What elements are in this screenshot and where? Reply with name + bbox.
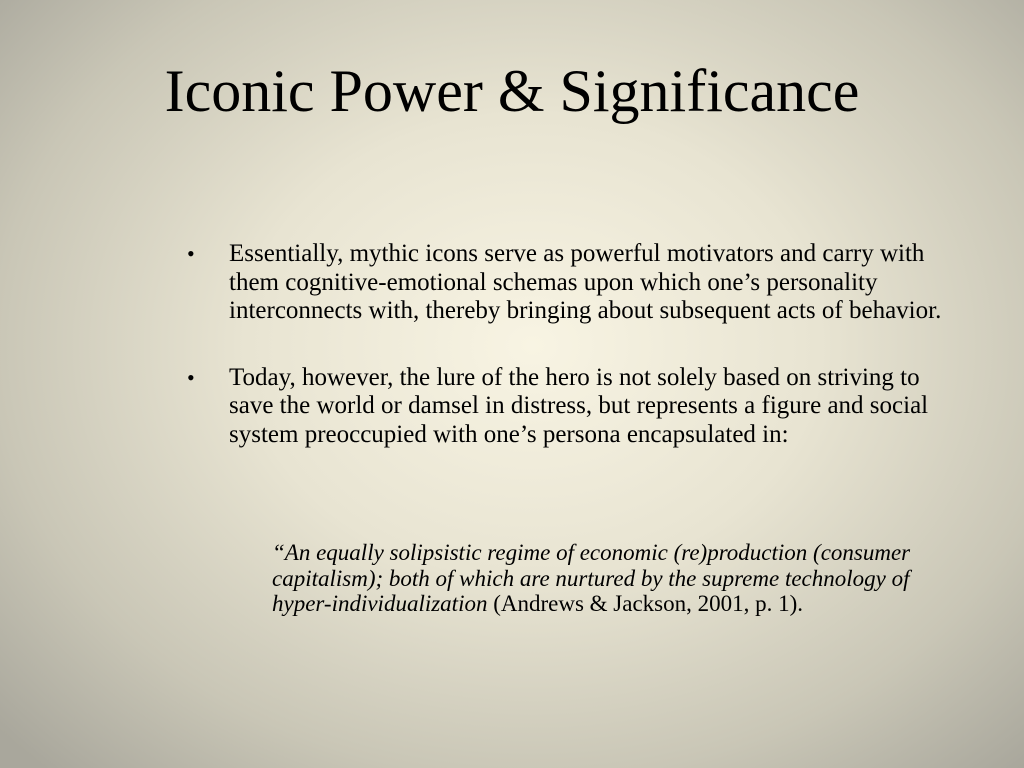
quote-citation: (Andrews & Jackson, 2001, p. 1). (487, 591, 804, 616)
bullet-list (185, 240, 945, 487)
bullet-marker: • (187, 364, 195, 390)
bullet-marker: • (187, 241, 195, 266)
bullet-text: Today, however, the lure of the hero is not solely based on striving to save the world or damsel in distress, but represents a figure and social system preoccupied with one’s persona encapsulated in: (229, 363, 929, 448)
bullet-text: Essentially, mythic icons serve as powerful motivators and carry with them cognitive-emotional schemas upon which one’s personality interconnects with, thereby bringing about subsequent acts of behavior. (229, 240, 942, 324)
quote-text: “An equally solipsistic regime of economic (re)production (consumer capitalism); both of which are nurtured by the supreme technology of hyper-individualization (272, 540, 911, 616)
quote-block (272, 540, 952, 617)
bullet-item (185, 240, 945, 326)
slide-title: Iconic Power & Significance (164, 58, 860, 124)
bullet-item (185, 364, 945, 450)
